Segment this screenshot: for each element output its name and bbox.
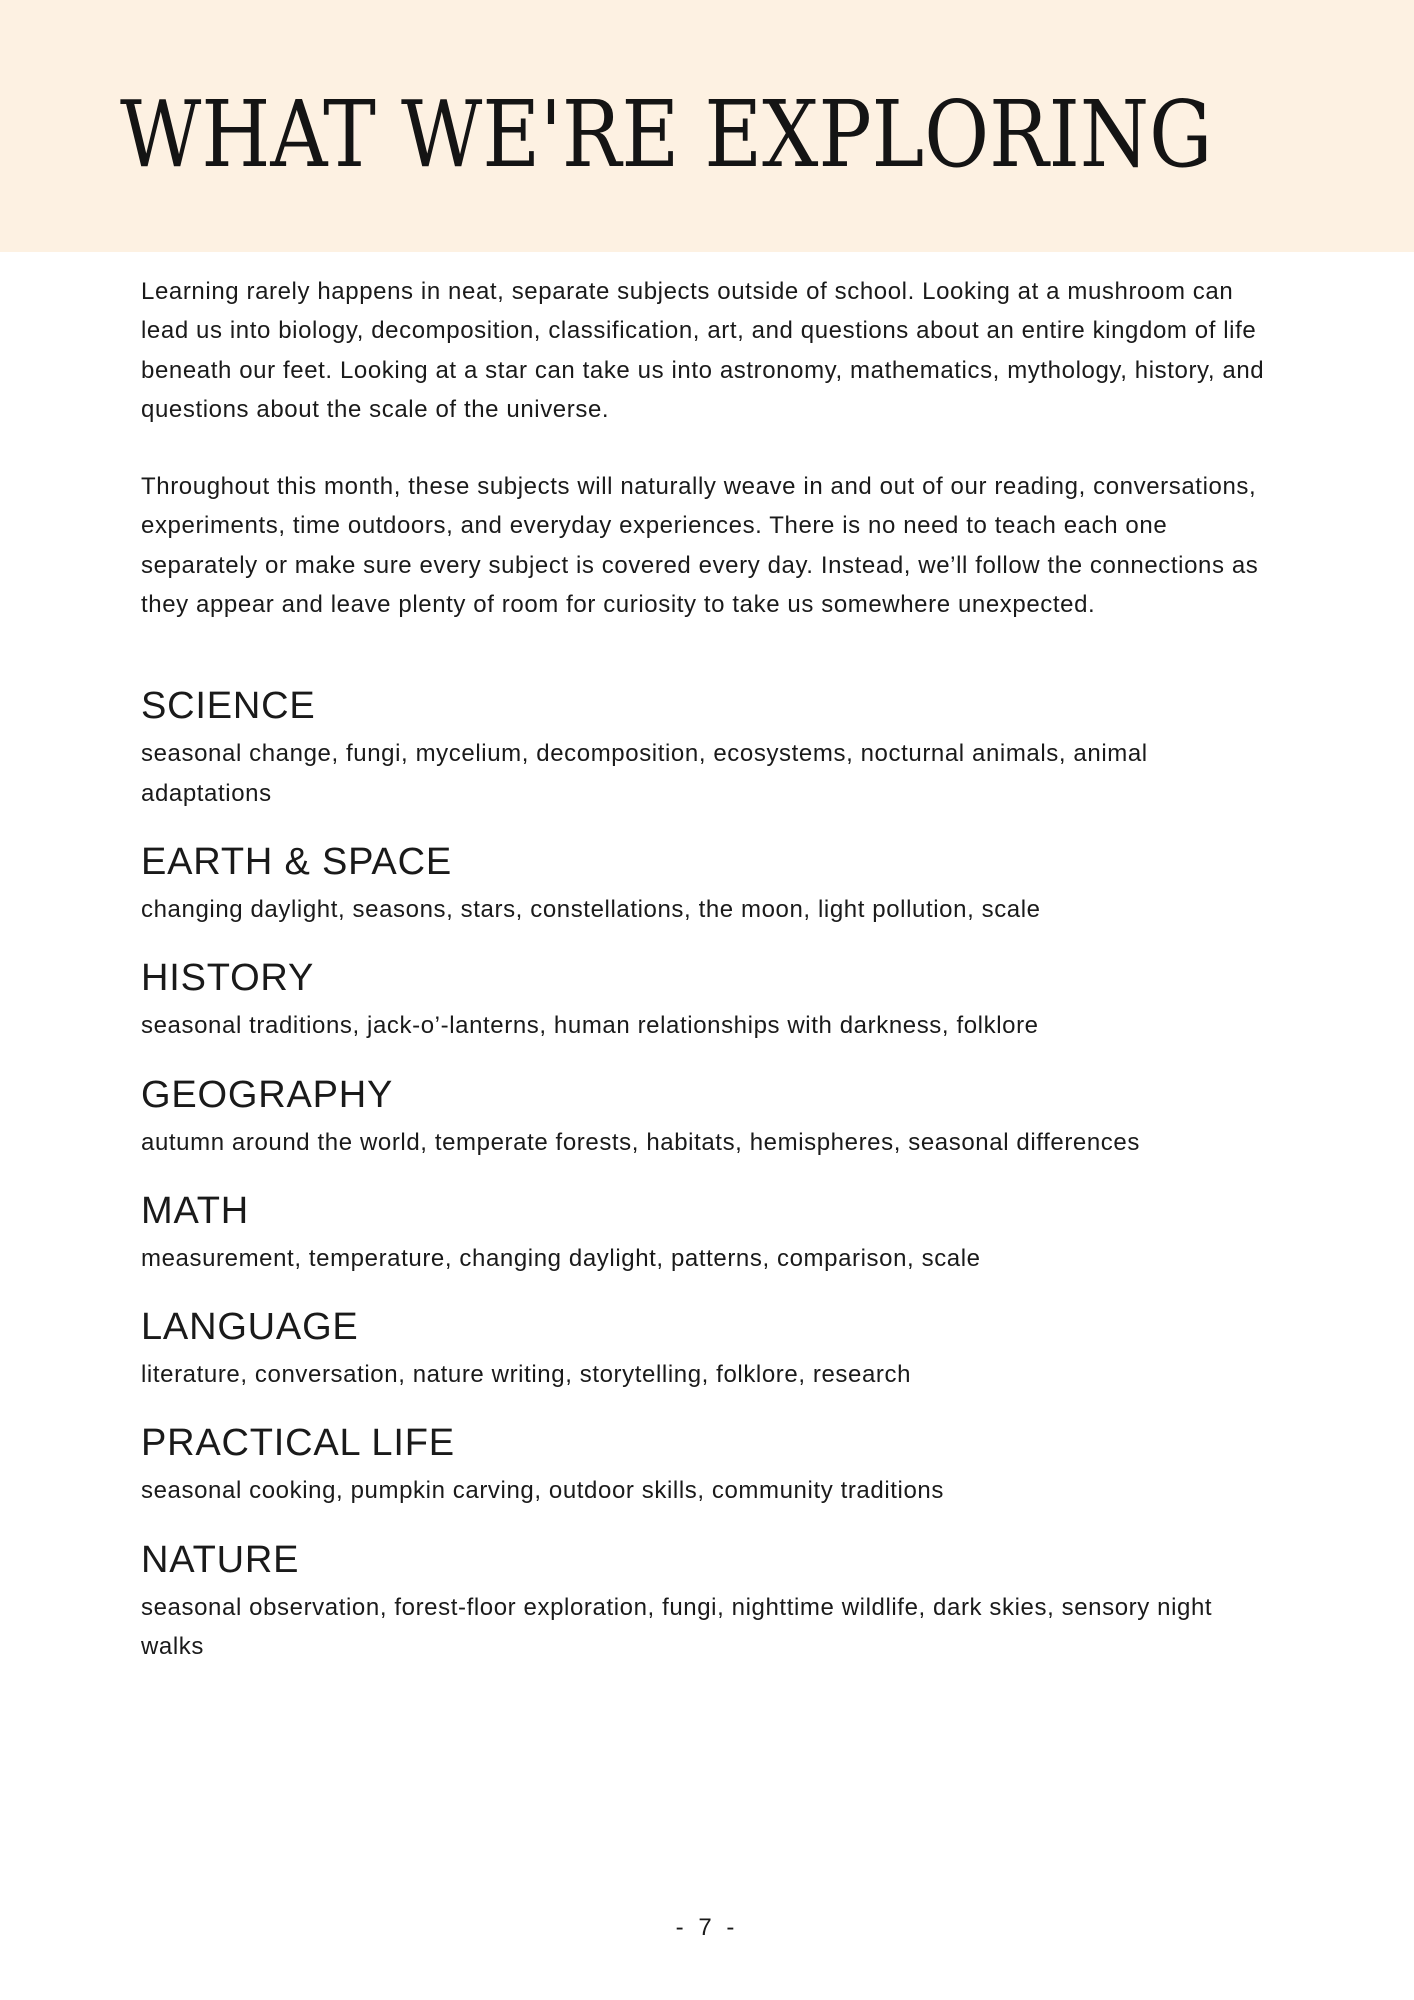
topic-nature xyxy=(141,1538,1281,1667)
topic-heading: MATH xyxy=(141,1189,250,1232)
page-title: WHAT WE'RE EXPLORING xyxy=(120,81,1213,188)
topics-list xyxy=(141,684,1281,1666)
page-number: - 7 - xyxy=(675,1914,739,1941)
topic-heading: SCIENCE xyxy=(141,685,316,728)
topic-description: seasonal change, fungi, mycelium, decomposition, ecosystems, nocturnal animals, animal adaptations xyxy=(141,740,1148,807)
topic-heading: LANGUAGE xyxy=(141,1306,359,1349)
topic-description: seasonal traditions, jack-o’-lanterns, human relationships with darkness, folklore xyxy=(141,1012,1039,1040)
topic-description: literature, conversation, nature writing, storytelling, folklore, research xyxy=(141,1361,912,1389)
topic-earth-space xyxy=(141,840,1281,929)
topic-heading: PRACTICAL LIFE xyxy=(141,1422,455,1465)
topic-geography xyxy=(141,1073,1281,1162)
intro-section xyxy=(141,272,1281,624)
topic-language xyxy=(141,1305,1281,1394)
topic-science xyxy=(141,684,1281,813)
topic-heading: EARTH & SPACE xyxy=(141,840,452,883)
topic-heading: GEOGRAPHY xyxy=(141,1073,394,1116)
topic-math xyxy=(141,1189,1281,1278)
intro-paragraph: Throughout this month, these subjects will naturally weave in and out of our reading, conversations, experiments, time outdoors, and everyday experiences. There is no need to teach each one separately or make sure every subject is covered every day. Instead, we’ll follow the connections as they appear and leave plenty of room for curiosity to take us somewhere unexpected. xyxy=(141,473,1259,619)
topic-description: seasonal observation, forest-floor exploration, fungi, nighttime wildlife, dark skies, sensory night walks xyxy=(141,1593,1213,1661)
topic-description: measurement, temperature, changing daylight, patterns, comparison, scale xyxy=(141,1244,981,1272)
intro-paragraph: Learning rarely happens in neat, separate subjects outside of school. Looking at a mushroom can lead us into biology, decomposition, classification, art, and questions about an entire kingdom of life beneath our feet. Looking at a star can take us into astronomy, mathematics, mythology, history, and questions about the scale of the universe. xyxy=(141,278,1265,423)
topic-practical-life xyxy=(141,1421,1281,1510)
topic-description: seasonal cooking, pumpkin carving, outdoor skills, community traditions xyxy=(141,1477,944,1505)
topic-heading: HISTORY xyxy=(141,957,315,1000)
page-content xyxy=(141,272,1281,1693)
topic-description: changing daylight, seasons, stars, constellations, the moon, light pollution, scale xyxy=(141,895,1041,923)
topic-description: autumn around the world, temperate forests, habitats, hemispheres, seasonal differences xyxy=(141,1128,1140,1156)
header-band xyxy=(0,0,1414,252)
topic-heading: NATURE xyxy=(141,1538,300,1581)
topic-history xyxy=(141,956,1281,1045)
